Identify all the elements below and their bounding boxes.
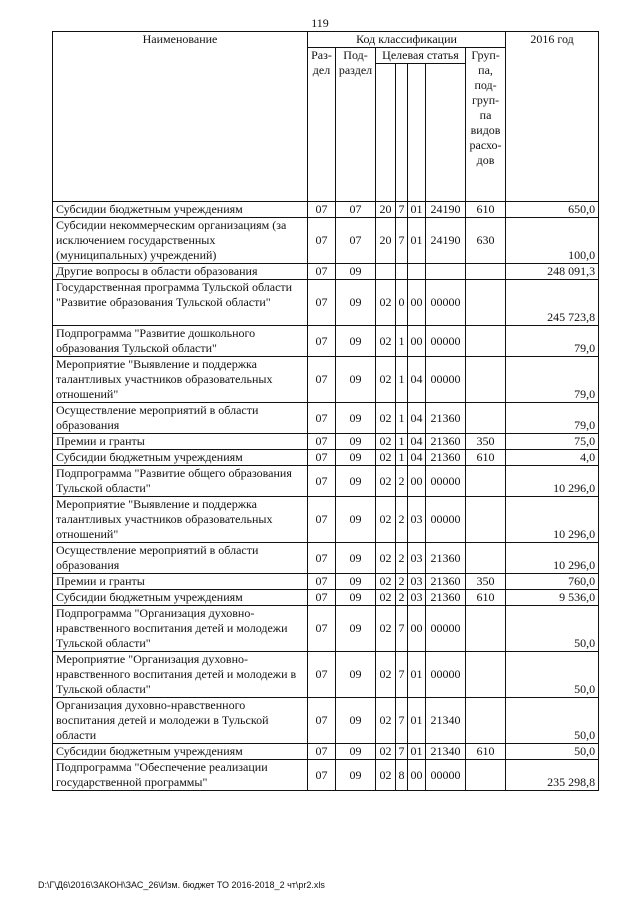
row-name: Субсидии бюджетным учреждениям <box>53 450 308 466</box>
row-target-program: 02 <box>376 403 396 434</box>
row-expense-group <box>466 264 506 280</box>
row-amount: 10 296,0 <box>506 466 599 497</box>
row-subsection: 09 <box>336 760 376 791</box>
row-target-program: 20 <box>376 218 396 264</box>
table-row <box>53 357 599 403</box>
row-target-program: 02 <box>376 497 396 543</box>
header-expense-group: Груп- па, под- груп- па видов расхо- дов <box>466 48 506 202</box>
row-target-program: 02 <box>376 606 396 652</box>
row-subsection: 09 <box>336 590 376 606</box>
row-amount: 9 536,0 <box>506 590 599 606</box>
row-amount: 79,0 <box>506 326 599 357</box>
row-expense-group: 630 <box>466 218 506 264</box>
row-name: Мероприятие "Выявление и поддержка талантливых участников образовательных отношений" <box>53 357 308 403</box>
row-section: 07 <box>308 760 336 791</box>
row-amount: 245 723,8 <box>506 280 599 326</box>
row-target-subprogram: 1 <box>396 403 408 434</box>
row-section: 07 <box>308 357 336 403</box>
row-target-subprogram: 2 <box>396 590 408 606</box>
row-name: Подпрограмма "Организация духовно-нравственного воспитания детей и молодежи Тульской области" <box>53 606 308 652</box>
row-expense-group <box>466 543 506 574</box>
row-subsection: 09 <box>336 543 376 574</box>
row-name: Субсидии бюджетным учреждениям <box>53 744 308 760</box>
row-target-direction: 24190 <box>426 218 466 264</box>
header-subsection: Под- раздел <box>336 48 376 202</box>
row-expense-group <box>466 652 506 698</box>
row-target-subprogram: 7 <box>396 606 408 652</box>
row-target-direction: 00000 <box>426 497 466 543</box>
row-expense-group <box>466 326 506 357</box>
row-target-event: 01 <box>408 652 426 698</box>
row-target-event: 00 <box>408 760 426 791</box>
table-row <box>53 543 599 574</box>
row-target-subprogram: 0 <box>396 280 408 326</box>
row-expense-group: 610 <box>466 590 506 606</box>
row-amount: 10 296,0 <box>506 543 599 574</box>
row-target-direction <box>426 264 466 280</box>
row-target-subprogram: 8 <box>396 760 408 791</box>
row-subsection: 09 <box>336 280 376 326</box>
row-target-event <box>408 264 426 280</box>
row-amount: 75,0 <box>506 434 599 450</box>
row-expense-group <box>466 606 506 652</box>
row-section: 07 <box>308 652 336 698</box>
row-target-program: 02 <box>376 760 396 791</box>
header-blank <box>408 64 426 202</box>
row-subsection: 09 <box>336 698 376 744</box>
table-row <box>53 760 599 791</box>
row-target-subprogram: 1 <box>396 434 408 450</box>
row-target-program: 02 <box>376 698 396 744</box>
row-amount: 235 298,8 <box>506 760 599 791</box>
row-target-subprogram: 1 <box>396 450 408 466</box>
row-target-subprogram: 2 <box>396 497 408 543</box>
row-target-event: 01 <box>408 744 426 760</box>
row-section: 07 <box>308 202 336 218</box>
row-expense-group <box>466 466 506 497</box>
row-target-program: 02 <box>376 744 396 760</box>
row-section: 07 <box>308 218 336 264</box>
row-target-event: 01 <box>408 698 426 744</box>
table-row <box>53 434 599 450</box>
table-row <box>53 606 599 652</box>
row-name: Премии и гранты <box>53 574 308 590</box>
row-target-program: 02 <box>376 590 396 606</box>
row-name: Мероприятие "Организация духовно-нравственного воспитания детей и молодежи в Тульской области" <box>53 652 308 698</box>
row-section: 07 <box>308 574 336 590</box>
row-target-direction: 00000 <box>426 326 466 357</box>
row-target-subprogram: 7 <box>396 698 408 744</box>
table-row <box>53 403 599 434</box>
row-section: 07 <box>308 403 336 434</box>
row-amount: 760,0 <box>506 574 599 590</box>
row-target-direction: 21360 <box>426 574 466 590</box>
row-expense-group <box>466 280 506 326</box>
table-row <box>53 218 599 264</box>
row-target-event: 00 <box>408 606 426 652</box>
row-target-subprogram: 2 <box>396 466 408 497</box>
row-expense-group: 610 <box>466 202 506 218</box>
table-row <box>53 590 599 606</box>
row-target-event: 04 <box>408 357 426 403</box>
row-section: 07 <box>308 450 336 466</box>
header-blank <box>426 64 466 202</box>
row-target-program: 02 <box>376 357 396 403</box>
row-amount: 79,0 <box>506 403 599 434</box>
table-row <box>53 744 599 760</box>
row-section: 07 <box>308 326 336 357</box>
header-blank <box>376 64 396 202</box>
row-target-program <box>376 264 396 280</box>
row-subsection: 09 <box>336 326 376 357</box>
header-section: Раз- дел <box>308 48 336 202</box>
row-expense-group <box>466 698 506 744</box>
row-target-direction: 21340 <box>426 744 466 760</box>
row-expense-group: 350 <box>466 434 506 450</box>
row-target-subprogram: 1 <box>396 326 408 357</box>
table-row <box>53 326 599 357</box>
row-target-program: 02 <box>376 652 396 698</box>
row-target-event: 00 <box>408 466 426 497</box>
row-name: Субсидии некоммерческим организациям (за исключением государственных (муниципальных) учреждений) <box>53 218 308 264</box>
row-amount: 50,0 <box>506 698 599 744</box>
row-section: 07 <box>308 744 336 760</box>
table-row <box>53 466 599 497</box>
row-target-direction: 21360 <box>426 450 466 466</box>
row-amount: 50,0 <box>506 744 599 760</box>
table-row <box>53 202 599 218</box>
table-row <box>53 264 599 280</box>
row-target-event: 00 <box>408 326 426 357</box>
row-subsection: 09 <box>336 606 376 652</box>
row-target-program: 02 <box>376 574 396 590</box>
row-subsection: 09 <box>336 357 376 403</box>
table-row <box>53 652 599 698</box>
row-expense-group <box>466 760 506 791</box>
row-section: 07 <box>308 590 336 606</box>
row-target-event: 04 <box>408 434 426 450</box>
row-target-program: 20 <box>376 202 396 218</box>
row-name: Государственная программа Тульской области "Развитие образования Тульской области" <box>53 280 308 326</box>
row-amount: 79,0 <box>506 357 599 403</box>
row-subsection: 09 <box>336 497 376 543</box>
table-row <box>53 450 599 466</box>
row-section: 07 <box>308 497 336 543</box>
row-expense-group: 610 <box>466 450 506 466</box>
row-target-program: 02 <box>376 466 396 497</box>
row-target-event: 04 <box>408 403 426 434</box>
row-subsection: 07 <box>336 202 376 218</box>
row-target-subprogram <box>396 264 408 280</box>
row-amount: 4,0 <box>506 450 599 466</box>
row-amount: 100,0 <box>506 218 599 264</box>
row-target-event: 03 <box>408 590 426 606</box>
row-target-program: 02 <box>376 450 396 466</box>
row-expense-group: 610 <box>466 744 506 760</box>
row-target-subprogram: 2 <box>396 574 408 590</box>
row-target-direction: 00000 <box>426 606 466 652</box>
row-name: Осуществление мероприятий в области образования <box>53 403 308 434</box>
row-name: Другие вопросы в области образования <box>53 264 308 280</box>
header-name: Наименование <box>53 32 308 202</box>
row-amount: 650,0 <box>506 202 599 218</box>
row-name: Подпрограмма "Развитие дошкольного образования Тульской области" <box>53 326 308 357</box>
table-row <box>53 698 599 744</box>
row-target-direction: 21360 <box>426 590 466 606</box>
header-blank <box>396 64 408 202</box>
row-target-program: 02 <box>376 543 396 574</box>
row-expense-group <box>466 403 506 434</box>
row-target-event: 03 <box>408 543 426 574</box>
row-target-direction: 21360 <box>426 543 466 574</box>
table-row <box>53 280 599 326</box>
row-target-direction: 21360 <box>426 403 466 434</box>
row-section: 07 <box>308 698 336 744</box>
row-subsection: 09 <box>336 574 376 590</box>
row-target-subprogram: 7 <box>396 652 408 698</box>
row-amount: 50,0 <box>506 606 599 652</box>
row-name: Субсидии бюджетным учреждениям <box>53 202 308 218</box>
row-target-program: 02 <box>376 434 396 450</box>
row-name: Организация духовно-нравственного воспитания детей и молодежи в Тульской области <box>53 698 308 744</box>
page-number: 119 <box>311 16 329 30</box>
row-section: 07 <box>308 434 336 450</box>
row-name: Субсидии бюджетным учреждениям <box>53 590 308 606</box>
row-name: Премии и гранты <box>53 434 308 450</box>
table-row <box>53 497 599 543</box>
row-section: 07 <box>308 280 336 326</box>
row-name: Мероприятие "Выявление и поддержка талантливых участников образовательных отношений" <box>53 497 308 543</box>
row-name: Подпрограмма "Развитие общего образования Тульской области" <box>53 466 308 497</box>
table-row <box>53 574 599 590</box>
row-subsection: 09 <box>336 403 376 434</box>
row-expense-group <box>466 497 506 543</box>
row-subsection: 07 <box>336 218 376 264</box>
row-target-event: 00 <box>408 280 426 326</box>
row-target-direction: 00000 <box>426 760 466 791</box>
row-target-event: 03 <box>408 574 426 590</box>
row-section: 07 <box>308 264 336 280</box>
row-target-event: 01 <box>408 218 426 264</box>
row-target-program: 02 <box>376 326 396 357</box>
row-target-event: 03 <box>408 497 426 543</box>
row-target-direction: 00000 <box>426 466 466 497</box>
row-target-subprogram: 1 <box>396 357 408 403</box>
row-target-direction: 24190 <box>426 202 466 218</box>
row-target-subprogram: 7 <box>396 218 408 264</box>
row-target-direction: 00000 <box>426 280 466 326</box>
row-target-direction: 21360 <box>426 434 466 450</box>
file-path-footer: D:\Г\Д6\2016\ЗАКОН\ЗАС_26\Изм. бюджет ТО 2016-2018_2 чт\pr2.xls <box>38 880 325 890</box>
row-target-event: 01 <box>408 202 426 218</box>
row-section: 07 <box>308 466 336 497</box>
row-target-subprogram: 2 <box>396 543 408 574</box>
row-section: 07 <box>308 543 336 574</box>
row-name: Подпрограмма "Обеспечение реализации государственной программы" <box>53 760 308 791</box>
row-target-event: 04 <box>408 450 426 466</box>
row-amount: 248 091,3 <box>506 264 599 280</box>
header-target-article: Целевая статья <box>376 48 466 64</box>
row-amount: 50,0 <box>506 652 599 698</box>
row-subsection: 09 <box>336 264 376 280</box>
row-expense-group: 350 <box>466 574 506 590</box>
row-expense-group <box>466 357 506 403</box>
row-target-direction: 00000 <box>426 652 466 698</box>
row-amount: 10 296,0 <box>506 497 599 543</box>
row-target-subprogram: 7 <box>396 202 408 218</box>
header-classification: Код классификации <box>308 32 506 48</box>
budget-table <box>52 31 599 791</box>
row-target-direction: 00000 <box>426 357 466 403</box>
table-body <box>53 202 599 791</box>
row-target-program: 02 <box>376 280 396 326</box>
row-subsection: 09 <box>336 450 376 466</box>
row-subsection: 09 <box>336 466 376 497</box>
row-name: Осуществление мероприятий в области образования <box>53 543 308 574</box>
table-header <box>53 32 599 202</box>
row-subsection: 09 <box>336 652 376 698</box>
row-section: 07 <box>308 606 336 652</box>
row-subsection: 09 <box>336 434 376 450</box>
row-subsection: 09 <box>336 744 376 760</box>
row-target-subprogram: 7 <box>396 744 408 760</box>
header-year: 2016 год <box>506 32 599 202</box>
row-target-direction: 21340 <box>426 698 466 744</box>
